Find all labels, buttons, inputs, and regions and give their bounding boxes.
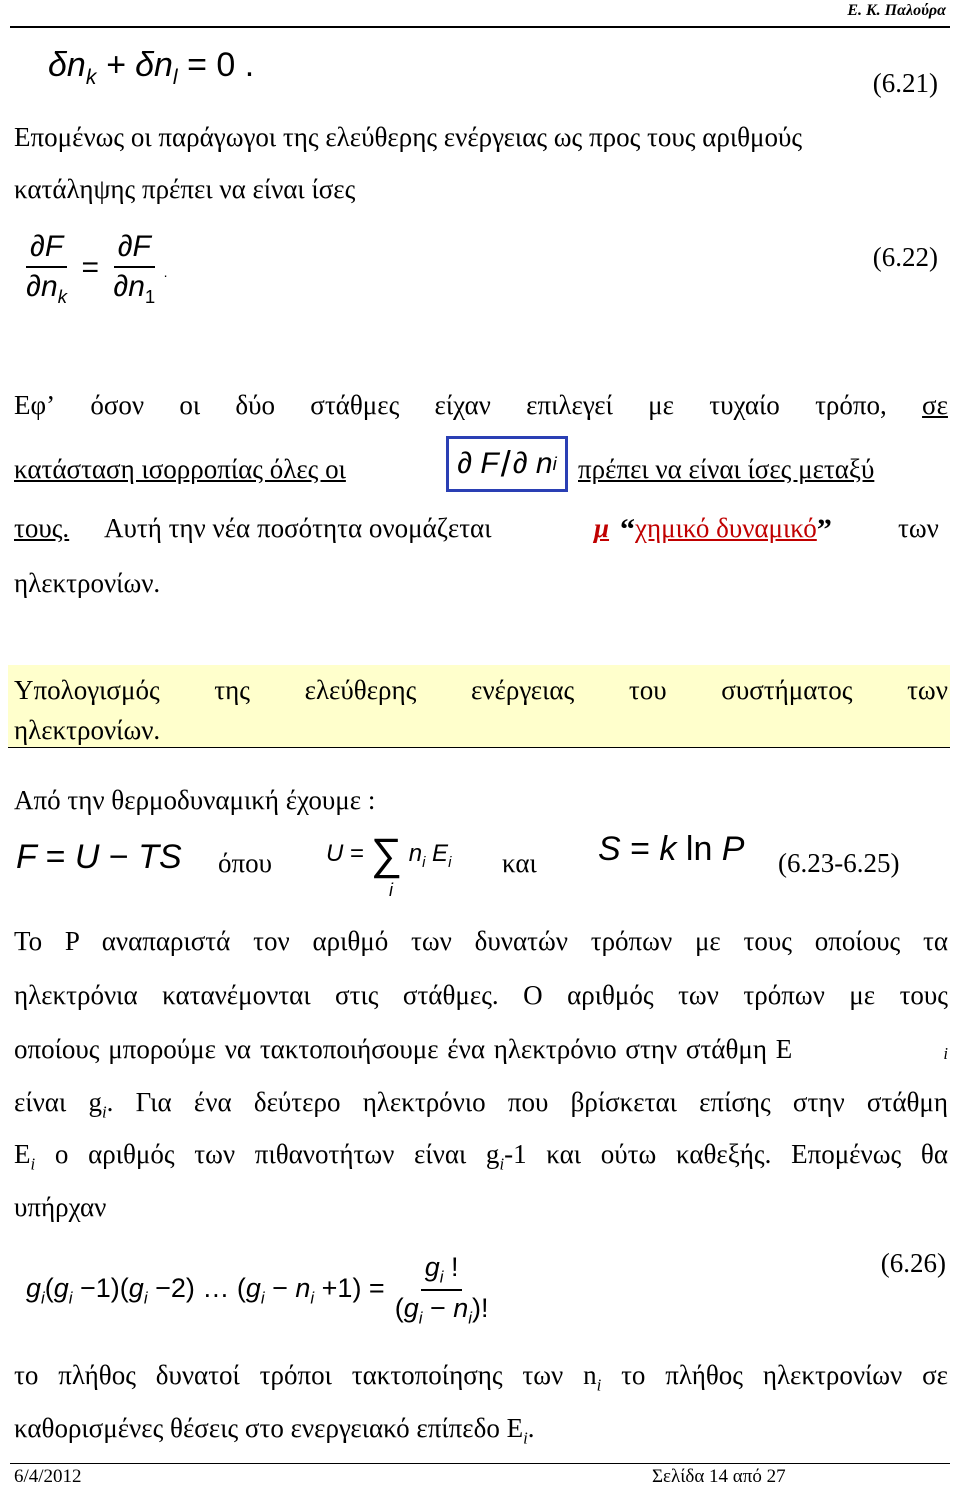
footer-date: 6/4/2012 <box>14 1466 82 1487</box>
header-rule <box>10 26 950 28</box>
equation-6-21: $\delta n_k + \delta n_l = 0$ . <box>48 46 255 89</box>
equation-free-energy: F = U − TS <box>16 838 182 876</box>
paragraph-line: οποίους μπορούμε να τακτοποιήσουμε ένα ηλεκτρόνιο στην στάθμη E i <box>14 1034 948 1064</box>
paragraph-line: Επομένως οι παράγωγοι της ελεύθερης ενέργειας ως προς τους αριθμούς <box>14 122 803 152</box>
paragraph-line: ηλεκτρονίων. <box>14 568 161 598</box>
paragraph-line: τους. <box>14 513 70 543</box>
where-label: όπου <box>218 848 272 878</box>
paragraph-line: είναι $g_i$. Για ένα δεύτερο ηλεκτρόνιο που βρίσκεται επίσης στην στάθμη <box>14 1087 948 1122</box>
equation-number-6-23-25: (6.23-6.25) <box>778 848 900 878</box>
paragraph-line-justified: Εφ’ όσον οι δύο στάθμες είχαν επιλεγεί με τυχαίο τρόπο, σε <box>14 390 948 420</box>
paragraph-line: καθορισμένες θέσεις στο ενεργειακό επίπεδο $E_i$. <box>14 1413 535 1448</box>
equation-6-22: $\frac{\partial F}{\partial n_k}$ = $\frac{\partial F}{\partial n_1}$ . <box>26 230 168 307</box>
paragraph-line: των <box>898 513 939 543</box>
header-author: Ε. Κ. Παλούρα <box>847 2 946 19</box>
paragraph-line: υπήρχαν <box>14 1192 107 1222</box>
sum-index: i <box>389 880 393 900</box>
paragraph-line: κατάληψης πρέπει να είναι ίσες <box>14 174 356 204</box>
chemical-potential-term: “χημικό δυναμικό” <box>620 513 832 546</box>
paragraph-line: πρέπει να είναι ίσες μεταξύ <box>578 454 875 484</box>
paragraph-line: $E_i$ ο αριθμός των πιθανοτήτων είναι $g_i-1$ και ούτω καθεξής. Επομένως θα <box>14 1139 948 1174</box>
equation-6-26: $g_i(g_i -1)(g_i -2)$ … $(g_i - n_i +1)$ = $\frac{g_i !}{(g_i - n_i)!}$ <box>26 1252 489 1328</box>
paragraph-line: Από την θερμοδυναμική έχουμε : <box>14 785 376 815</box>
equation-entropy: S = k ln P <box>598 830 745 868</box>
paragraph-line: Το P αναπαριστά τον αριθμό των δυνατών τρόπων με τους οποίους τα <box>14 926 948 956</box>
section-heading-line2: ηλεκτρονίων. <box>14 715 161 745</box>
equation-number-6-26: (6.26) <box>880 1248 946 1278</box>
footer-page-number: Σελίδα 14 από 27 <box>652 1466 786 1487</box>
section-heading: Υπολογισμός της ελεύθερης ενέργειας του συστήματος των <box>14 675 948 705</box>
equation-number-6-21: (6.21) <box>872 68 938 98</box>
paragraph-line: Αυτή την νέα ποσότητα ονομάζεται <box>104 513 492 543</box>
paragraph-line: ηλεκτρόνια κατανέμονται στις στάθμες. Ο αριθμός των τρόπων με τους <box>14 980 948 1010</box>
equation-number-6-22: (6.22) <box>872 242 938 272</box>
footer-rule <box>10 1463 950 1464</box>
paragraph-line: κατάσταση ισορροπίας όλες οι <box>14 454 346 484</box>
equation-internal-energy: U = ∑ $n_i$ $E_i$ <box>326 830 452 879</box>
and-label: και <box>502 848 537 878</box>
boxed-derivative: ∂ F / ∂ n i <box>446 436 568 492</box>
mu-symbol: μ <box>594 513 610 543</box>
paragraph-line: το πλήθος δυνατοί τρόποι τακτοποίησης των $n_i$ το πλήθος ηλεκτρονίων σε <box>14 1360 948 1395</box>
